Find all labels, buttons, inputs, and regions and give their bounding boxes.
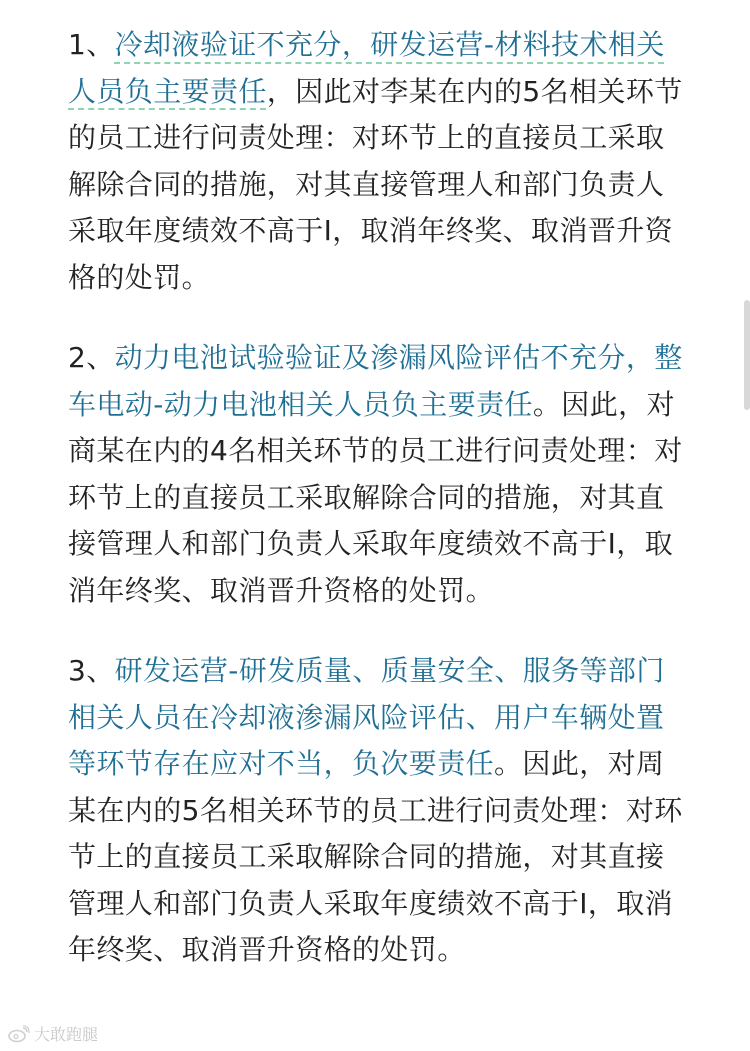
weibo-logo-icon [8, 1025, 30, 1043]
paragraph-2 [68, 335, 686, 614]
paragraph-number: 3、 [68, 654, 115, 687]
highlight-text: 研发运营-研发质量、质量安全、服务等部门相关人员在冷却液渗漏风险评估、用户车辆处置等环节存在应对不当，负次要责任 [68, 654, 665, 780]
paragraph-text: 。因此，对周某在内的5名相关环节的员工进行问责处理：对环节上的直接员工采取解除合同的措施，对其直接管理人和部门负责人采取年度绩效不高于I，取消年终奖、取消晋升资格的处罚。 [68, 747, 683, 966]
paragraph-text: 。因此，对商某在内的4名相关环节的员工进行问责处理：对环节上的直接员工采取解除合同的措施，对其直接管理人和部门负责人采取年度绩效不高于I，取消年终奖、取消晋升资格的处罚。 [68, 387, 683, 607]
highlight-link[interactable]: 冷却液验证不充分，研发运营-材料技术相关人员负主要责任 [68, 28, 665, 108]
paragraph-number: 1、 [68, 28, 115, 61]
paragraph-text: ，因此对李某在内的5名相关环节的员工进行问责处理：对环节上的直接员工采取解除合同的措施，对其直接管理人和部门负责人采取年度绩效不高于I，取消年终奖、取消晋升资格的处罚。 [68, 74, 683, 294]
watermark [8, 1022, 98, 1045]
highlight-text: 动力电池试验验证及渗漏风险评估不充分，整车电动-动力电池相关人员负主要责任 [68, 341, 683, 421]
paragraph-3 [68, 648, 686, 974]
paragraph-number: 2、 [68, 341, 115, 374]
paragraph-1 [68, 22, 686, 301]
watermark-text: 大敢跑腿 [34, 1025, 99, 1044]
article-body [68, 22, 686, 1008]
scrollbar-thumb[interactable] [744, 300, 750, 410]
